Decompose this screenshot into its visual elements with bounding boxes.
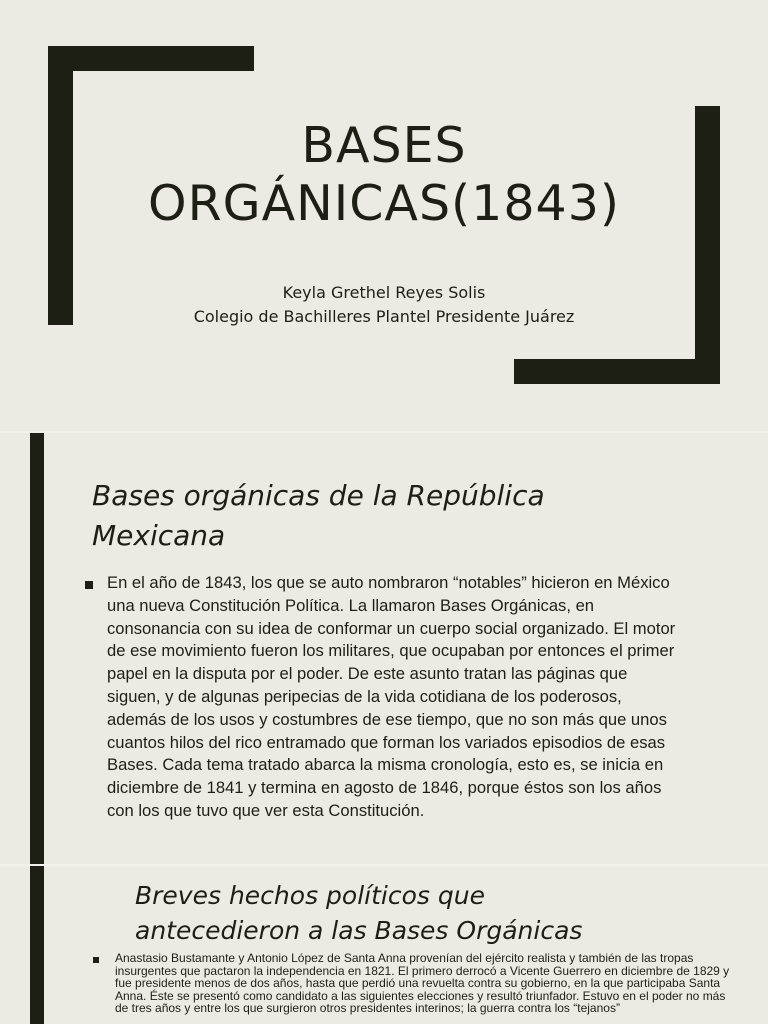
left-accent-bar (30, 433, 44, 864)
content-slide-hechos (0, 866, 768, 1024)
school-name: Colegio de Bachilleres Plantel Presidente Juárez (193, 307, 575, 326)
slide-heading (135, 878, 735, 948)
heading-line-1: Breves hechos políticos que (135, 881, 485, 910)
heading-line-2: antecedieron a las Bases Orgánicas (135, 916, 583, 945)
frame-bar-bottom-right-horizontal (514, 359, 720, 384)
heading-line-1: Bases orgánicas de la República (92, 479, 545, 512)
bullet-paragraph: Anastasio Bustamante y Antonio López de Santa Anna provenían del ejército realista y también de las tropas insurgentes que pactaron la independencia en 1821. El primero derrocó a Vicente Guerrero en diciembre de 1829 y fue presidente menos de dos años, hasta que perdió una revuelta contra su gobierno, en la que participaba Santa Anna. Éste se presentó como candidato a las siguientes elecciones y resultó triunfador. Estuvo en el poder no más de tres años y entre los que surgieron otros presidentes interinos; la guerra contra los “tejanos” (115, 951, 730, 1016)
left-accent-bar (30, 866, 44, 1024)
frame-bar-top-left-horizontal (48, 46, 254, 71)
author-name: Keyla Grethel Reyes Solis (282, 283, 486, 302)
slide-heading (92, 476, 712, 556)
bullet-paragraph: En el año de 1843, los que se auto nombraron “notables” hicieron en México una nueva Constitución Política. La llamaron Bases Orgánicas, en consonancia con su idea de conformar un cuerpo social organizado. El motor de ese movimiento fueron los militares, que ocupaban por entonces el primer papel en la disputa por el poder. De este asunto tratan las páginas que siguen, y de algunas peripecias de la vida cotidiana de los poderosos, además de los usos y costumbres de ese tiempo, que no son más que unos cuantos hilos del rico entramado que forman los variados episodios de esas Bases. Cada tema tratado abarca la misma cronología, esto es, se inicia en diciembre de 1841 y termina en agosto de 1846, porque éstos son los años con los que tuvo que ver esta Constitución. (107, 573, 676, 820)
page-title (0, 117, 768, 233)
subtitle (0, 281, 768, 329)
content-slide-bases (0, 433, 768, 864)
heading-line-2: Mexicana (92, 519, 226, 552)
title-line-1: BASES (301, 117, 467, 174)
title-line-2: ORGÁNICAS(1843) (148, 175, 620, 232)
title-slide (0, 0, 768, 431)
bullet-square-icon (85, 581, 93, 589)
bullet-square-icon (93, 957, 99, 963)
